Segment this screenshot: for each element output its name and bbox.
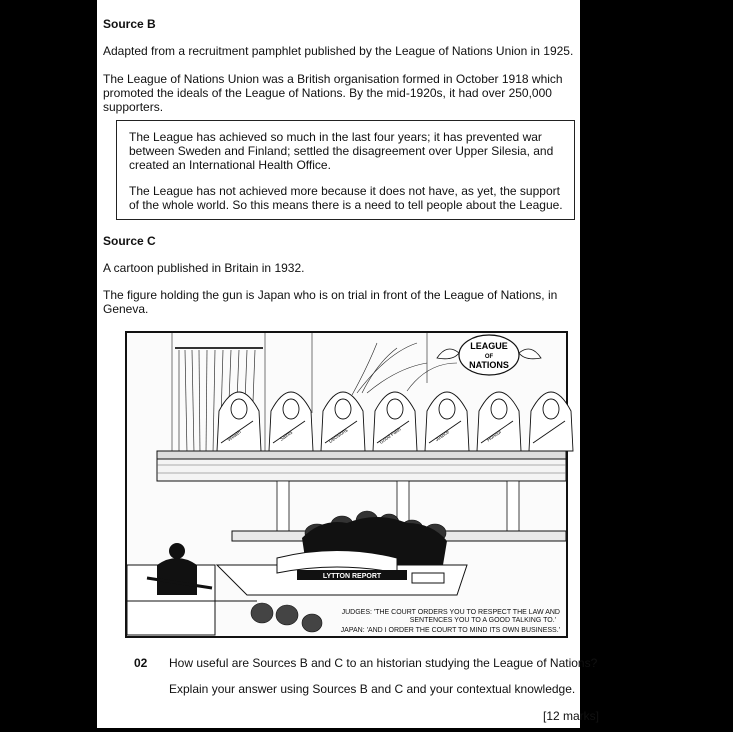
emblem-line-2: OF — [484, 354, 494, 360]
question-text: How useful are Sources B and C to an historian studying the League of Nations? — [169, 656, 598, 670]
courtroom-cartoon-drawing — [127, 333, 566, 636]
emblem-line-3: NATIONS — [469, 360, 509, 370]
cartoon-image — [125, 331, 568, 638]
emblem-line-1: LEAGUE — [470, 341, 508, 351]
judge-face — [283, 399, 299, 419]
judge-sash-label: Decisions — [327, 427, 350, 445]
source-b-quote-1: The League has achieved so much in the last four years; it has prevented war between Sweden and Finland; settled the disagreement over Upper Silesia, and created an International Health Office. — [129, 130, 554, 172]
judge-face — [439, 399, 455, 419]
judge-sash-label: Wealth — [226, 429, 243, 444]
source-b-heading: Source B — [103, 17, 156, 31]
judge-sash-label: Justice — [434, 429, 451, 444]
source-c-heading: Source C — [103, 234, 156, 248]
judge-face — [231, 399, 247, 419]
source-b-intro: Adapted from a recruitment pamphlet published by the League of Nations Union in 1925. — [103, 44, 574, 58]
caption-line-2: SENTENCES YOU TO A GOOD TALKING TO.' — [409, 617, 556, 624]
judge-face — [491, 399, 507, 419]
exam-page — [97, 0, 600, 728]
source-b-quote-2: The League has not achieved more because it does not have, as yet, the support of the whole world. So this means there is a need to tell people about the League. — [129, 184, 563, 212]
caption-line-1: JUDGES: 'THE COURT ORDERS YOU TO RESPECT THE LAW AND — [341, 609, 560, 616]
source-c-context: The figure holding the gun is Japan who is on trial in front of the League of Nations, in Geneva. — [103, 288, 558, 316]
judge-face — [543, 399, 559, 419]
caption-line-3: JAPAN: 'AND I ORDER THE COURT TO MIND ITS OWN BUSINESS.' — [340, 627, 560, 634]
judge-face — [387, 399, 403, 419]
source-b-quote-box — [116, 120, 575, 220]
judge-face — [335, 399, 351, 419]
question-marks: [12 marks] — [543, 709, 600, 723]
question-number: 02 — [134, 656, 148, 670]
source-b-context: The League of Nations Union was a British organisation formed in October 1918 which promoted the ideals of the League of Nations. By the mid-1920s, it had over 250,000 supporters. — [103, 72, 563, 114]
judge-sash-label: Good Faith — [378, 426, 403, 446]
source-c-intro: A cartoon published in Britain in 1932. — [103, 261, 305, 275]
judge-sash-label: Honour — [485, 429, 503, 444]
question-instruction: Explain your answer using Sources B and C and your contextual knowledge. — [169, 682, 576, 696]
book-label: LYTTON REPORT — [322, 573, 382, 580]
judge-sash-label: Saints — [279, 429, 294, 443]
